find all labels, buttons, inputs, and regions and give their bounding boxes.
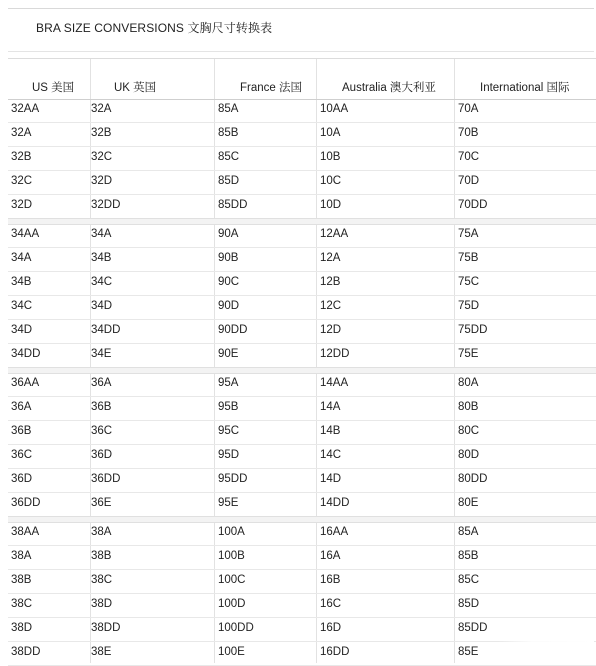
france-size-cell: 95D: [218, 449, 240, 461]
australia-size-cell: 14D: [320, 473, 342, 485]
international-size-cell: 85C: [458, 574, 480, 586]
international-size-cell: 80D: [458, 449, 480, 461]
international-size-cell: 85E: [458, 646, 479, 658]
table-row: [8, 319, 596, 344]
france-size-cell: 95A: [218, 377, 239, 389]
header-us: US 美国: [32, 82, 75, 94]
uk-size-cell: 34E: [91, 348, 112, 360]
international-size-cell: 75A: [458, 228, 479, 240]
international-size-cell: 85DD: [458, 622, 488, 634]
table-row: [8, 396, 596, 421]
international-size-cell: 70B: [458, 127, 479, 139]
watermark-fade: [498, 633, 594, 659]
table-row: [8, 569, 596, 594]
australia-size-cell: 16D: [320, 622, 342, 634]
us-size-cell: 34A: [11, 252, 32, 264]
australia-size-cell: 14B: [320, 425, 341, 437]
uk-size-cell: 38A: [91, 526, 112, 538]
uk-size-cell: 32C: [91, 151, 113, 163]
international-size-cell: 80B: [458, 401, 479, 413]
table-row: [8, 593, 596, 618]
france-size-cell: 95DD: [218, 473, 248, 485]
table-row: [8, 420, 596, 445]
uk-size-cell: 36DD: [91, 473, 121, 485]
australia-size-cell: 12DD: [320, 348, 350, 360]
us-size-cell: 36D: [11, 473, 33, 485]
france-size-cell: 100D: [218, 598, 246, 610]
australia-size-cell: 16B: [320, 574, 341, 586]
france-size-cell: 90E: [218, 348, 239, 360]
australia-size-cell: 12D: [320, 324, 342, 336]
france-size-cell: 90A: [218, 228, 239, 240]
page-title: BRA SIZE CONVERSIONS 文胸尺寸转换表: [36, 21, 273, 35]
table-row: [8, 343, 596, 368]
uk-size-cell: 32D: [91, 175, 113, 187]
table-row: [8, 271, 596, 296]
table-row: [8, 372, 596, 397]
header-uk: UK 英国: [114, 82, 157, 94]
us-size-cell: 32B: [11, 151, 32, 163]
table-row: [8, 98, 596, 123]
france-size-cell: 95E: [218, 497, 239, 509]
table-row: [8, 146, 596, 171]
table-row: [8, 545, 596, 570]
uk-size-cell: 38C: [91, 574, 113, 586]
uk-size-cell: 36C: [91, 425, 113, 437]
uk-size-cell: 36D: [91, 449, 113, 461]
us-size-cell: 36AA: [11, 377, 40, 389]
table-row: [8, 247, 596, 272]
australia-size-cell: 16DD: [320, 646, 350, 658]
international-size-cell: 80DD: [458, 473, 488, 485]
australia-size-cell: 16A: [320, 550, 341, 562]
international-size-cell: 85D: [458, 598, 480, 610]
france-size-cell: 85C: [218, 151, 240, 163]
france-size-cell: 85DD: [218, 199, 248, 211]
france-size-cell: 100C: [218, 574, 246, 586]
us-size-cell: 34C: [11, 300, 33, 312]
australia-size-cell: 12C: [320, 300, 342, 312]
table-header: [8, 58, 596, 100]
us-size-cell: 38A: [11, 550, 32, 562]
international-size-cell: 75DD: [458, 324, 488, 336]
australia-size-cell: 14AA: [320, 377, 349, 389]
uk-size-cell: 34D: [91, 300, 113, 312]
us-size-cell: 32C: [11, 175, 33, 187]
france-size-cell: 90DD: [218, 324, 248, 336]
us-size-cell: 38D: [11, 622, 33, 634]
international-size-cell: 80E: [458, 497, 479, 509]
uk-size-cell: 32B: [91, 127, 112, 139]
international-size-cell: 85B: [458, 550, 479, 562]
uk-size-cell: 38E: [91, 646, 112, 658]
australia-size-cell: 10A: [320, 127, 341, 139]
france-size-cell: 100E: [218, 646, 245, 658]
uk-size-cell: 38B: [91, 550, 112, 562]
france-size-cell: 100A: [218, 526, 245, 538]
uk-size-cell: 38D: [91, 598, 113, 610]
australia-size-cell: 10D: [320, 199, 342, 211]
australia-size-cell: 12AA: [320, 228, 349, 240]
international-size-cell: 75C: [458, 276, 480, 288]
france-size-cell: 85D: [218, 175, 240, 187]
uk-size-cell: 36E: [91, 497, 112, 509]
uk-size-cell: 34DD: [91, 324, 121, 336]
france-size-cell: 90D: [218, 300, 240, 312]
header-australia: Australia 澳大利亚: [342, 82, 436, 94]
uk-size-cell: 34C: [91, 276, 113, 288]
france-size-cell: 95B: [218, 401, 239, 413]
uk-size-cell: 38DD: [91, 622, 121, 634]
uk-size-cell: 34B: [91, 252, 112, 264]
international-size-cell: 75E: [458, 348, 479, 360]
us-size-cell: 32AA: [11, 103, 40, 115]
us-size-cell: 32A: [11, 127, 32, 139]
uk-size-cell: 32A: [91, 103, 112, 115]
australia-size-cell: 14A: [320, 401, 341, 413]
france-size-cell: 90B: [218, 252, 239, 264]
france-size-cell: 100DD: [218, 622, 254, 634]
international-size-cell: 70D: [458, 175, 480, 187]
australia-size-cell: 12B: [320, 276, 341, 288]
us-size-cell: 36B: [11, 425, 32, 437]
france-size-cell: 95C: [218, 425, 240, 437]
us-size-cell: 34B: [11, 276, 32, 288]
australia-size-cell: 12A: [320, 252, 341, 264]
us-size-cell: 34D: [11, 324, 33, 336]
us-size-cell: 34AA: [11, 228, 40, 240]
us-size-cell: 32D: [11, 199, 33, 211]
table-row: [8, 492, 596, 517]
table-row: [8, 444, 596, 469]
australia-size-cell: 14DD: [320, 497, 350, 509]
uk-size-cell: 32DD: [91, 199, 121, 211]
us-size-cell: 38DD: [11, 646, 41, 658]
international-size-cell: 70C: [458, 151, 480, 163]
australia-size-cell: 16AA: [320, 526, 349, 538]
uk-size-cell: 36B: [91, 401, 112, 413]
us-size-cell: 36A: [11, 401, 32, 413]
table-row: [8, 122, 596, 147]
uk-size-cell: 36A: [91, 377, 112, 389]
international-size-cell: 70DD: [458, 199, 488, 211]
uk-size-cell: 34A: [91, 228, 112, 240]
france-size-cell: 90C: [218, 276, 240, 288]
table-row: [8, 521, 596, 546]
australia-size-cell: 10C: [320, 175, 342, 187]
table-row: [8, 223, 596, 248]
international-size-cell: 70A: [458, 103, 479, 115]
table-row: [8, 194, 596, 219]
table-row: [8, 295, 596, 320]
australia-size-cell: 16C: [320, 598, 342, 610]
international-size-cell: 75B: [458, 252, 479, 264]
header-france: France 法国: [240, 82, 302, 94]
table-row: [8, 170, 596, 195]
us-size-cell: 36DD: [11, 497, 41, 509]
header-international: International 国际: [480, 82, 570, 94]
australia-size-cell: 10AA: [320, 103, 349, 115]
us-size-cell: 38AA: [11, 526, 40, 538]
international-size-cell: 85A: [458, 526, 479, 538]
us-size-cell: 34DD: [11, 348, 41, 360]
france-size-cell: 85A: [218, 103, 239, 115]
australia-size-cell: 14C: [320, 449, 342, 461]
france-size-cell: 85B: [218, 127, 239, 139]
international-size-cell: 75D: [458, 300, 480, 312]
france-size-cell: 100B: [218, 550, 245, 562]
title-band: [8, 8, 594, 52]
international-size-cell: 80C: [458, 425, 480, 437]
us-size-cell: 36C: [11, 449, 33, 461]
international-size-cell: 80A: [458, 377, 479, 389]
us-size-cell: 38B: [11, 574, 32, 586]
table-row: [8, 468, 596, 493]
us-size-cell: 38C: [11, 598, 33, 610]
australia-size-cell: 10B: [320, 151, 341, 163]
